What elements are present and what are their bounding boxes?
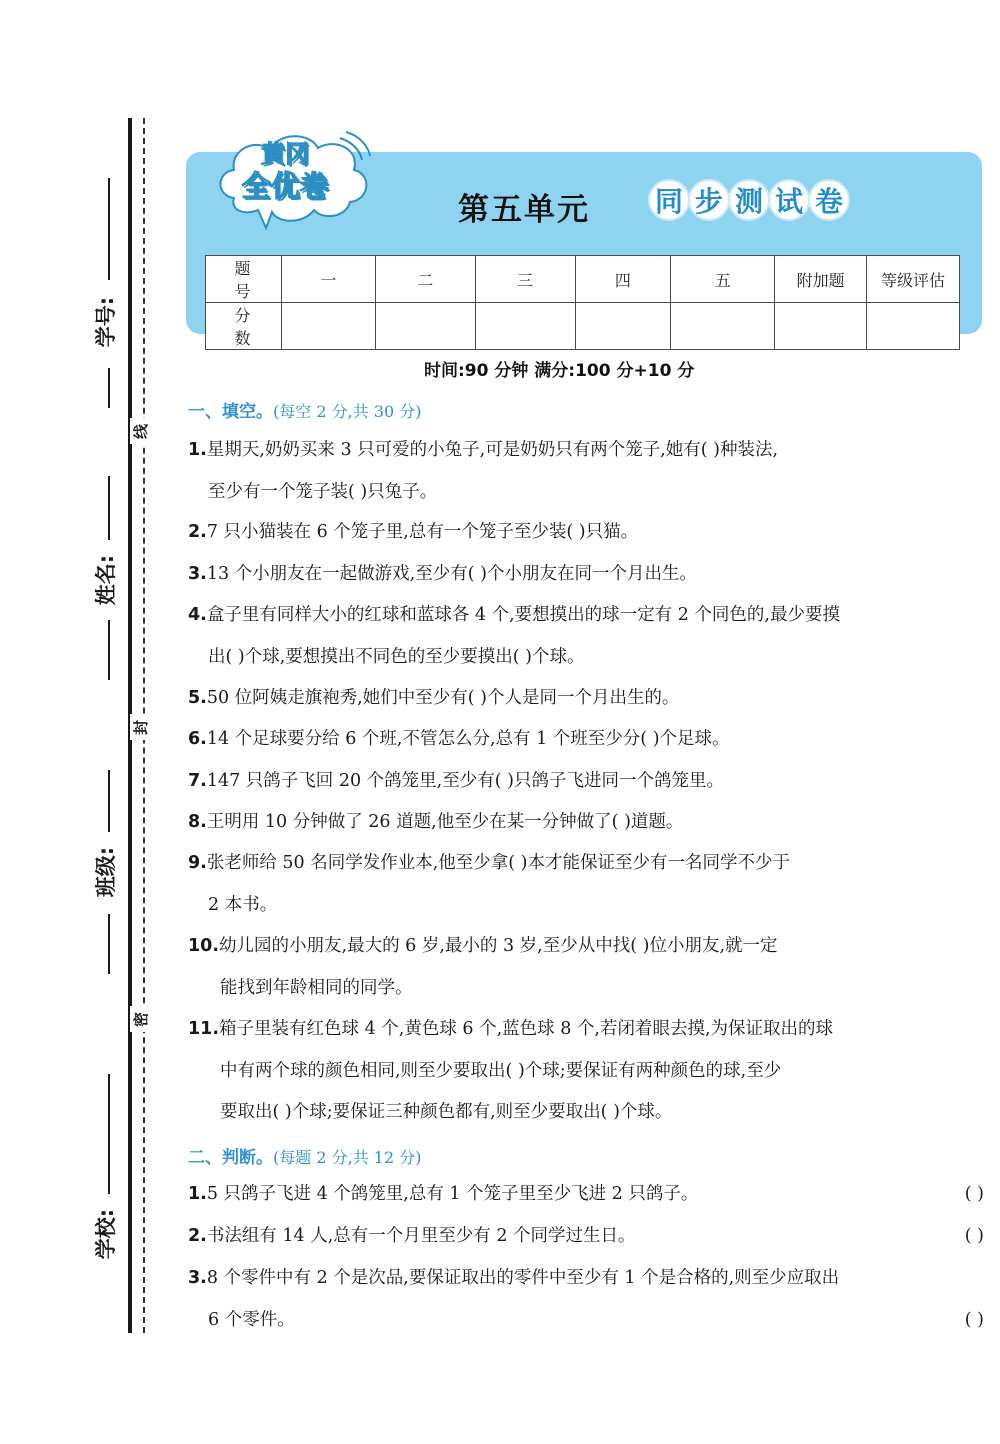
sync-title-char: 步 bbox=[688, 179, 730, 221]
question-item: 11.箱子里装有红色球 4 个,黄色球 6 个,蓝色球 8 个,若闭着眼去摸,为保证取出的球 中有两个球的颜色相同,则至少要取出( )个球;要保证有两种颜色的球,至少 要取出( )个球;要保证三种颜色都有,则至少要取出( )个球。 bbox=[188, 1019, 834, 1122]
question-item: 1.星期天,奶奶买来 3 只可爱的小兔子,可是奶奶只有两个笼子,她有( )种装法, 至少有一个笼子装( )只兔子。 bbox=[188, 440, 779, 502]
brand-logo-text: 黄冈 全优卷 bbox=[241, 140, 329, 203]
answer-paren[interactable]: ( ) bbox=[964, 1184, 984, 1204]
question-item: 7.147 只鸽子飞回 20 个鸽笼里,至少有( )只鸽子飞进同一个鸽笼里。 bbox=[188, 771, 724, 791]
section-fill-blank-title: 一、填空。(每空 2 分,共 30 分) bbox=[188, 402, 422, 422]
judgment-item: 1.5 只鸽子飞进 4 个鸽笼里,总有 1 个笼子里至少飞进 2 只鸽子。 ( ) bbox=[188, 1174, 984, 1216]
score-table-cell: 附加题 bbox=[775, 256, 867, 303]
question-item: 10.幼儿园的小朋友,最大的 6 岁,最小的 3 岁,至少从中找( )位小朋友,就一定 能找到年龄相同的同学。 bbox=[188, 936, 778, 998]
sync-title-char: 卷 bbox=[808, 179, 850, 221]
answer-paren[interactable]: ( ) bbox=[964, 1226, 984, 1246]
school-label: 学校: bbox=[94, 1208, 118, 1260]
score-table-cell: 等级评估 bbox=[867, 256, 960, 303]
class-label: 班级: bbox=[94, 846, 118, 898]
section-judgment-title: 二、判断。(每题 2 分,共 12 分) bbox=[188, 1148, 422, 1168]
binding-mark-xian: 线 bbox=[130, 418, 152, 444]
score-entry-cell[interactable] bbox=[867, 303, 960, 350]
score-entry-cell[interactable] bbox=[281, 303, 375, 350]
score-entry-cell[interactable] bbox=[475, 303, 575, 350]
question-item: 2.7 只小猫装在 6 个笼子里,总有一个笼子至少装( )只猫。 bbox=[188, 522, 639, 542]
unit-title: 第五单元 bbox=[458, 192, 590, 228]
sync-title-char: 同 bbox=[648, 179, 690, 221]
score-table-cell: 一 bbox=[281, 256, 375, 303]
question-item: 8.王明用 10 分钟做了 26 道题,他至少在某一分钟做了( )道题。 bbox=[188, 812, 684, 832]
binding-margin bbox=[0, 0, 160, 1444]
score-entry-cell[interactable] bbox=[575, 303, 671, 350]
score-table-cell: 三 bbox=[475, 256, 575, 303]
score-table-cell: 题 号 bbox=[206, 256, 282, 303]
sync-title-char: 测 bbox=[728, 179, 770, 221]
name-line-lower bbox=[108, 620, 110, 680]
judgment-item: 2.书法组有 14 人,总有一个月里至少有 2 个同学过生日。 ( ) bbox=[188, 1216, 984, 1258]
class-line bbox=[108, 770, 110, 832]
question-item: 5.50 位阿姨走旗袍秀,她们中至少有( )个人是同一个月出生的。 bbox=[188, 688, 680, 708]
name-line bbox=[108, 476, 110, 540]
question-item: 3.13 个小朋友在一起做游戏,至少有( )个小朋友在同一个月出生。 bbox=[188, 564, 697, 584]
question-item: 9.张老师给 50 名同学发作业本,他至少拿( )本才能保证至少有一名同学不少于 2 本书。 bbox=[188, 853, 790, 915]
name-label: 姓名: bbox=[94, 554, 118, 606]
score-entry-cell[interactable] bbox=[775, 303, 867, 350]
student-id-line bbox=[108, 178, 110, 280]
score-table-cell: 二 bbox=[375, 256, 475, 303]
binding-mark-feng: 封 bbox=[130, 714, 152, 740]
score-table-header-row bbox=[206, 256, 960, 303]
class-line-lower bbox=[108, 914, 110, 974]
school-line bbox=[108, 1074, 110, 1194]
sync-test-title bbox=[648, 179, 848, 221]
binding-mark-mi: 密 bbox=[130, 1006, 152, 1032]
sync-title-char: 试 bbox=[768, 179, 810, 221]
score-table bbox=[205, 255, 960, 350]
score-table-cell: 分 数 bbox=[206, 303, 282, 350]
question-item: 4.盒子里有同样大小的红球和蓝球各 4 个,要想摸出的球一定有 2 个同色的,最少要摸 出( )个球,要想摸出不同色的至少要摸出( )个球。 bbox=[188, 605, 840, 667]
score-table-cell: 五 bbox=[671, 256, 775, 303]
question-item: 6.14 个足球要分给 6 个班,不管怎么分,总有 1 个班至少分( )个足球。 bbox=[188, 729, 730, 749]
exam-meta: 时间:90 分钟 满分:100 分+10 分 bbox=[424, 361, 695, 381]
judgment-item: 3.8 个零件中有 2 个是次品,要保证取出的零件中至少有 1 个是合格的,则至少应取出 6 个零件。 ( ) bbox=[188, 1258, 984, 1341]
student-id-line-lower bbox=[108, 368, 110, 408]
student-id-label: 学号: bbox=[94, 296, 118, 348]
score-entry-cell[interactable] bbox=[375, 303, 475, 350]
score-table-score-row bbox=[206, 303, 960, 350]
answer-paren[interactable]: ( ) bbox=[964, 1309, 984, 1330]
score-entry-cell[interactable] bbox=[671, 303, 775, 350]
score-table-cell: 四 bbox=[575, 256, 671, 303]
